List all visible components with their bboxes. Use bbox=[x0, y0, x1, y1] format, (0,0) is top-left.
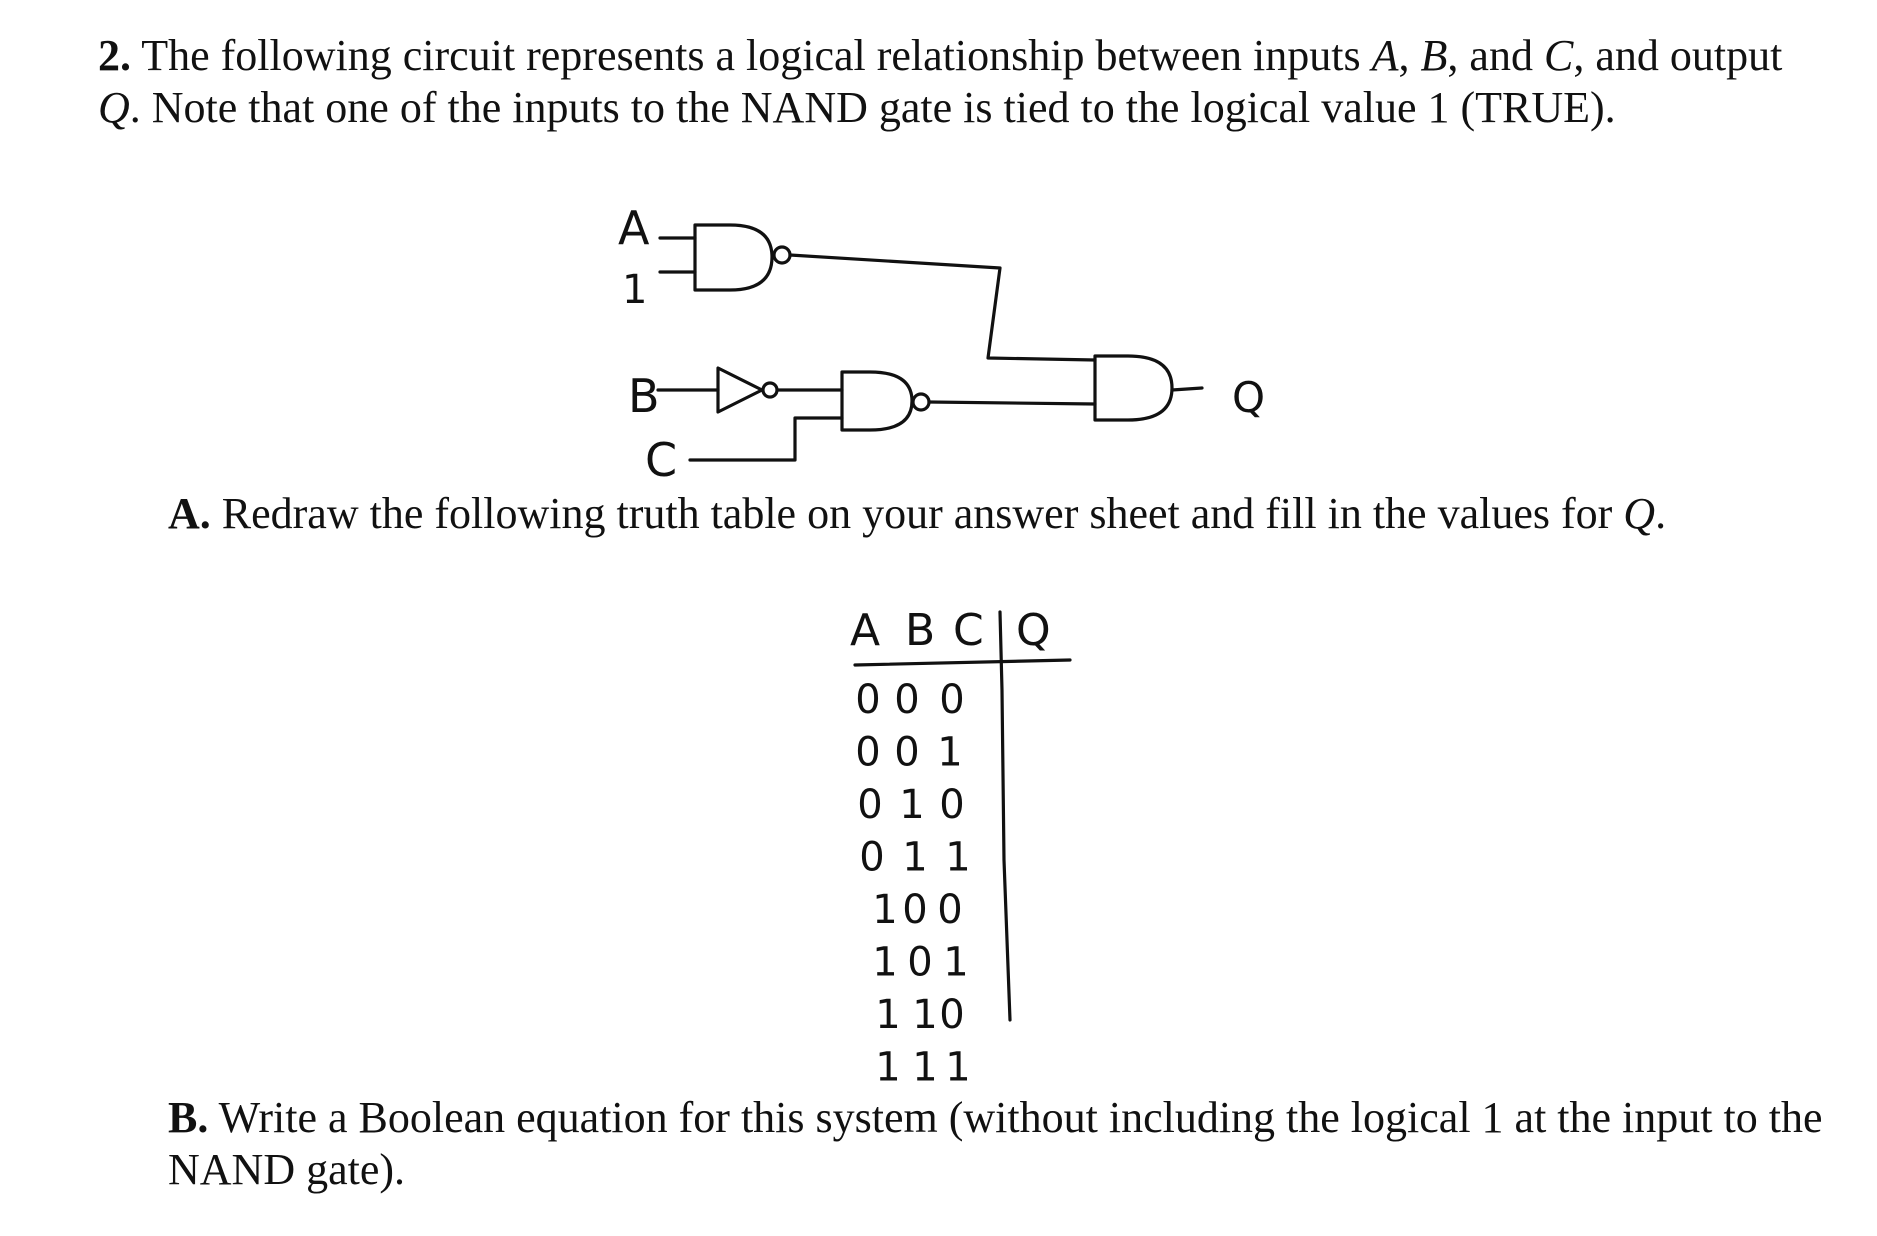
circuit-label-c: C bbox=[645, 433, 678, 487]
table-cell: 0 bbox=[855, 729, 881, 776]
intro-text-2: , and output bbox=[1573, 31, 1783, 80]
table-header-q: Q bbox=[1016, 605, 1051, 656]
table-cell: 0 bbox=[937, 887, 963, 933]
circuit-label-a: A bbox=[618, 201, 650, 255]
table-cell: 1 bbox=[943, 939, 969, 986]
intro-text-1: The following circuit represents a logical relationship between inputs bbox=[141, 31, 1372, 80]
table-cell: 1 bbox=[875, 992, 901, 1038]
table-column-divider bbox=[1000, 612, 1010, 1020]
table-cell: 1 bbox=[937, 729, 963, 776]
intro-text-3: . Note that one of the inputs to the NAND gate is tied to the logical value 1 (TRUE). bbox=[129, 83, 1616, 132]
truth-table bbox=[850, 605, 1070, 1091]
part-a-end: . bbox=[1655, 489, 1667, 538]
circuit-label-one: 1 bbox=[622, 267, 648, 313]
part-a-text: Redraw the following truth table on your answer sheet and fill in the values for bbox=[221, 489, 1624, 538]
table-cell: 1 bbox=[875, 1044, 901, 1091]
circuit-label-q: Q bbox=[1232, 373, 1266, 422]
table-cell: 0 bbox=[894, 729, 920, 776]
and-gate-output bbox=[1095, 356, 1202, 420]
circuit-label-b: B bbox=[628, 369, 660, 423]
var-a: A bbox=[1371, 31, 1399, 80]
logic-circuit bbox=[618, 201, 1265, 487]
table-cell: 0 bbox=[855, 677, 881, 723]
table-cell: 1 bbox=[945, 1044, 971, 1091]
not-gate-b bbox=[658, 368, 842, 412]
var-c: C bbox=[1543, 31, 1574, 80]
table-cell: 0 bbox=[907, 939, 933, 986]
intro-comma-2: , and bbox=[1447, 31, 1544, 80]
table-cell: 0 bbox=[939, 677, 965, 723]
table-cell: 0 bbox=[939, 992, 965, 1038]
table-header-a: A bbox=[850, 605, 881, 656]
table-cell: 0 bbox=[939, 782, 965, 828]
table-cell: 0 bbox=[859, 834, 885, 881]
table-cell: 0 bbox=[857, 782, 883, 828]
var-q: Q bbox=[98, 83, 130, 132]
truth-table-rows bbox=[855, 677, 970, 1091]
table-cell: 1 bbox=[945, 834, 971, 881]
table-cell: 1 bbox=[899, 782, 925, 828]
intro-comma-1: , bbox=[1398, 31, 1421, 80]
table-header-c: C bbox=[953, 605, 984, 656]
part-b-prompt bbox=[168, 1092, 1868, 1196]
table-header-rule bbox=[855, 660, 1070, 665]
table-cell: 0 bbox=[894, 677, 920, 723]
part-b-text: Write a Boolean equation for this system (without including the logical 1 at the input to the NAND gate). bbox=[168, 1093, 1823, 1194]
var-b: B bbox=[1420, 31, 1448, 80]
nand-gate-a1 bbox=[660, 225, 1095, 360]
table-cell: 1 bbox=[912, 1044, 938, 1091]
table-cell: 1 bbox=[872, 939, 898, 986]
table-cell: 0 bbox=[902, 887, 928, 933]
question-number: 2. bbox=[98, 31, 131, 80]
table-cell: 1 bbox=[872, 887, 898, 933]
part-a-prompt bbox=[168, 488, 1868, 540]
table-cell: 1 bbox=[912, 992, 938, 1038]
table-header-b: B bbox=[905, 605, 936, 656]
table-cell: 1 bbox=[902, 834, 928, 881]
part-a-label: A. bbox=[168, 489, 211, 538]
part-a-var-q: Q bbox=[1623, 489, 1656, 538]
part-b-label: B. bbox=[168, 1093, 209, 1142]
